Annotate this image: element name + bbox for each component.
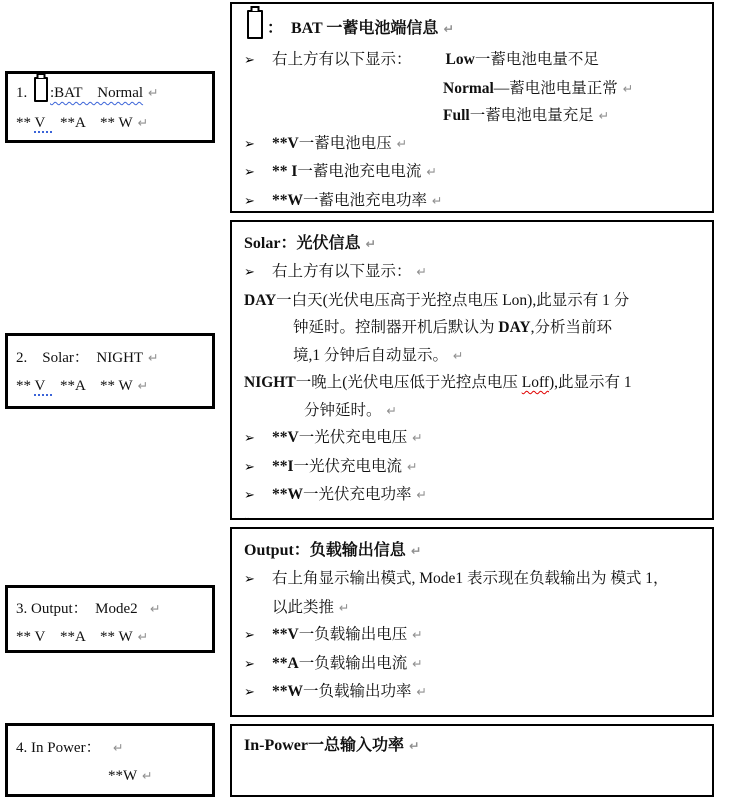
line-break-icon: ↵	[142, 768, 153, 783]
line-break-icon: ↵	[396, 135, 408, 151]
bullet-line	[244, 258, 700, 287]
bullet-line	[244, 565, 700, 594]
section-heading-inpower	[244, 732, 700, 760]
line-text: 一负载输出电压	[298, 626, 408, 643]
indent-line	[244, 102, 700, 130]
day-line-cont	[244, 342, 700, 370]
line-text: ),此显示有 1	[549, 374, 632, 391]
arrow-bullet-icon: ➢	[244, 165, 255, 180]
lcd-text-bat-normal: :BAT Normal	[50, 85, 144, 101]
arrow-bullet-icon: ➢	[244, 265, 255, 280]
line-text: 一光伏充电功率	[303, 486, 412, 503]
line-break-icon: ↵	[443, 21, 454, 36]
lcd-line-1	[16, 77, 212, 109]
line-break-icon: ↵	[432, 192, 443, 208]
bullet-line	[244, 481, 700, 510]
arrow-bullet-icon: ➢	[244, 459, 255, 475]
line-text: 一光伏充电电压	[298, 429, 408, 446]
line-break-icon: ↵	[407, 458, 418, 474]
heading-text: Output：负载输出信息	[244, 542, 406, 559]
line-break-icon: ↵	[412, 627, 423, 642]
lcd-example-solar	[5, 333, 215, 409]
lcd-values: ** V **A ** W	[16, 629, 133, 645]
line-text: 一蓄电池电量不足	[474, 51, 599, 68]
section-heading-solar	[244, 230, 700, 258]
scan-artifact-dots: ..	[244, 509, 250, 520]
arrow-bullet-icon: ➢	[244, 628, 255, 643]
lcd-value-v: V	[34, 378, 53, 394]
line-break-icon: ↵	[453, 347, 464, 363]
line-break-icon: ↵	[148, 350, 159, 365]
heading-text: Solar：光伏信息	[244, 235, 361, 252]
keyword-v: **V	[272, 626, 299, 643]
lcd-example-output	[5, 585, 215, 653]
day-line-cont	[244, 314, 700, 342]
line-break-icon: ↵	[409, 738, 420, 753]
arrow-bullet-icon: ➢	[244, 685, 255, 700]
keyword-i: ** I	[272, 163, 298, 180]
arrow-bullet-icon: ➢	[244, 431, 255, 446]
lcd-example-bat	[5, 71, 215, 143]
line-break-icon: ↵	[339, 599, 350, 615]
arrow-bullet-icon: ➢	[244, 656, 255, 672]
lcd-line-2	[16, 762, 212, 790]
keyword-v: **V	[272, 429, 299, 446]
lcd-values-rest: **A ** W	[52, 115, 133, 131]
lcd-value-v: V	[34, 115, 53, 131]
item-number: 1.	[16, 85, 31, 101]
night-line-cont	[244, 397, 700, 425]
line-text: 境,1 分钟后自动显示。	[293, 346, 449, 364]
arrow-bullet-icon: ➢	[244, 53, 255, 68]
line-text: 以此类推	[272, 598, 335, 616]
line-break-icon: ↵	[416, 264, 427, 279]
line-text: 一白天(光伏电压高于光控点电压 Lon),此显示有 1 分	[276, 291, 630, 309]
section-heading-output	[244, 537, 700, 565]
keyword-loff-misspelled: Loff	[521, 374, 549, 391]
bullet-line	[244, 621, 700, 650]
keyword-v: **V	[272, 134, 299, 152]
bullet-line	[244, 46, 700, 75]
keyword-w: **W	[272, 683, 303, 700]
line-break-icon: ↵	[137, 378, 149, 393]
arrow-bullet-icon: ➢	[244, 136, 255, 152]
line-text: 一晚上(光伏电压低于光控点电压	[295, 374, 522, 391]
line-text: 一蓄电池充电电流	[297, 163, 422, 180]
line-break-icon: ↵	[412, 655, 423, 671]
line-text: 钟延时。控制器开机后默认为	[293, 319, 499, 336]
line-break-icon: ↵	[416, 684, 427, 699]
lcd-values-prefix: **	[16, 115, 35, 131]
lcd-line-1	[16, 734, 212, 762]
line-break-icon: ↵	[365, 236, 376, 251]
keyword-day: DAY	[498, 319, 531, 336]
line-break-icon: ↵	[113, 740, 124, 755]
line-text: 一蓄电池电压	[298, 134, 392, 152]
line-break-icon: ↵	[386, 402, 397, 418]
line-break-icon: ↵	[137, 115, 149, 130]
keyword-a: **A	[272, 654, 299, 672]
bullet-line	[244, 650, 700, 679]
line-break-icon: ↵	[416, 487, 427, 502]
arrow-bullet-icon: ➢	[244, 488, 255, 503]
line-text: ,分析当前环	[530, 319, 612, 336]
description-solar	[230, 220, 714, 520]
description-output	[230, 527, 714, 717]
line-text: 右上方有以下显示：	[272, 51, 412, 68]
line-break-icon: ↵	[622, 80, 634, 96]
line-text: 一负载输出功率	[303, 683, 412, 700]
line-break-icon: ↵	[412, 430, 423, 445]
bullet-line	[244, 158, 700, 187]
bullet-line	[244, 678, 700, 707]
keyword-night: NIGHT	[244, 374, 296, 391]
line-break-icon: ↵	[426, 164, 437, 179]
heading-text: ： BAT 一蓄电池端信息	[267, 20, 439, 37]
keyword-w: **W	[272, 486, 303, 503]
line-text: 一负载输出电流	[298, 654, 408, 672]
night-line	[244, 369, 700, 397]
keyword-day: DAY	[244, 291, 277, 309]
line-text: 右上方有以下显示：	[272, 263, 412, 280]
line-text: 分钟延时。	[304, 401, 382, 419]
lcd-values-rest: **A ** W	[52, 378, 133, 394]
keyword-i: **I	[272, 457, 294, 475]
line-text: 一光伏充电电流	[293, 457, 403, 475]
line-break-icon: ↵	[148, 85, 159, 100]
battery-icon	[247, 10, 263, 39]
keyword-normal: Normal	[443, 79, 494, 97]
bullet-line	[244, 130, 700, 159]
lcd-line-2	[16, 109, 212, 137]
lcd-text-output-mode2: 3. Output： Mode2	[16, 601, 146, 617]
keyword-low: Low	[445, 51, 475, 68]
line-break-icon: ↵	[598, 108, 610, 123]
line-text: 一蓄电池电量充足	[469, 107, 594, 124]
lcd-line-2	[16, 623, 212, 651]
lcd-text-inpower: 4. In Power：	[16, 740, 109, 756]
arrow-bullet-icon: ➢	[244, 572, 255, 587]
bullet-line-cont	[244, 594, 700, 622]
heading-text: In-Power一总输入功率	[244, 737, 404, 754]
lcd-text-solar-night: 2. Solar： NIGHT	[16, 350, 144, 366]
battery-icon	[34, 77, 48, 102]
description-inpower	[230, 724, 714, 797]
arrow-bullet-icon: ➢	[244, 193, 255, 209]
keyword-w: **W	[272, 191, 303, 209]
lcd-line-1	[16, 344, 212, 372]
lcd-example-inpower	[5, 723, 215, 797]
bullet-line	[244, 187, 700, 214]
line-break-icon: ↵	[410, 543, 422, 558]
line-text: 一蓄电池充电功率	[303, 191, 428, 209]
lcd-values-prefix: **	[16, 378, 35, 394]
bullet-line	[244, 453, 700, 482]
lcd-value-w: **W	[108, 768, 138, 784]
lcd-line-1	[16, 595, 212, 623]
keyword-full: Full	[443, 107, 470, 124]
description-bat	[230, 2, 714, 213]
line-text: —蓄电池电量正常	[493, 79, 618, 97]
line-break-icon: ↵	[137, 629, 149, 644]
line-break-icon: ↵	[150, 601, 161, 616]
day-line	[244, 287, 700, 315]
line-text: 右上角显示输出模式, Mode1 表示现在负载输出为 模式 1，	[272, 570, 669, 587]
indent-line	[244, 75, 700, 103]
bullet-line	[244, 424, 700, 453]
lcd-line-2	[16, 372, 212, 400]
section-heading-bat	[244, 10, 700, 46]
